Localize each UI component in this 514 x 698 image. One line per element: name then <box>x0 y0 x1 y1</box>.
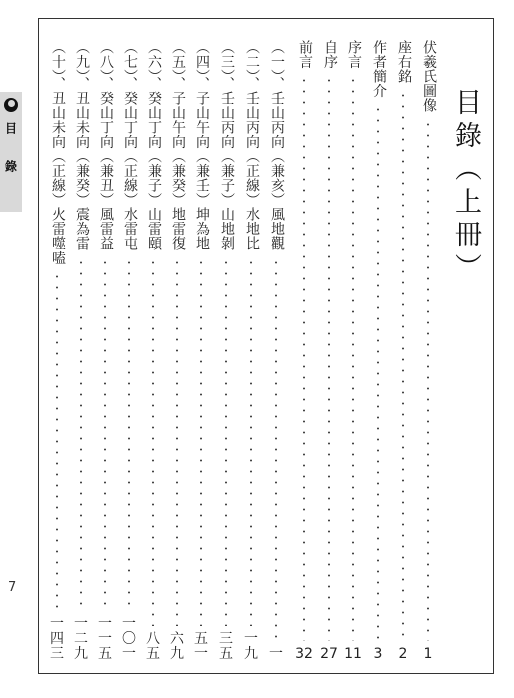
toc-entry-label: （七）、癸山丁向（正線）水雷屯 <box>122 40 138 251</box>
side-tab-label: 目錄 <box>3 122 18 198</box>
dot-leader <box>402 90 404 641</box>
toc-entry-page: 1 <box>423 646 433 662</box>
toc-entry[interactable] <box>293 40 315 662</box>
toc-entry[interactable] <box>367 40 389 662</box>
toc-entry-label: 伏羲氏圖像 <box>421 40 437 113</box>
dot-leader <box>225 257 227 626</box>
toc-entry-page: 三五 <box>219 631 233 662</box>
toc-entry[interactable] <box>240 40 262 662</box>
toc-entry-label: （八）、癸山丁向（兼丑）風雷益 <box>98 40 114 251</box>
toc-entry-page: 一一五 <box>98 616 112 662</box>
toc-entry[interactable] <box>342 40 364 662</box>
toc-entry[interactable] <box>190 40 212 662</box>
toc-entry-page: 一二九 <box>74 616 88 662</box>
toc-entry[interactable] <box>265 40 287 662</box>
dot-leader <box>80 257 82 611</box>
toc-entry-label: （三）、壬山丙向（兼子）山地剝 <box>219 40 235 251</box>
dot-leader <box>377 104 379 641</box>
dot-leader <box>352 75 354 641</box>
toc-entry-page: 2 <box>398 646 408 662</box>
section-mark-icon <box>4 98 18 112</box>
toc-entry[interactable] <box>215 40 237 662</box>
toc-entry-page: 3 <box>373 646 383 662</box>
toc-entry[interactable] <box>70 40 92 662</box>
toc-entry-page: 32 <box>295 646 313 662</box>
toc-entry-label: 前言 <box>297 40 313 69</box>
toc-entry-page: 一四三 <box>50 616 64 662</box>
toc-entry-page: 11 <box>344 646 362 662</box>
toc-entry-label: 座右銘 <box>396 40 412 84</box>
dot-leader <box>328 75 330 641</box>
toc-entry-page: 一〇一 <box>122 616 136 662</box>
toc-entry-page: 六九 <box>170 631 184 662</box>
toc-entry[interactable] <box>142 40 164 662</box>
dot-leader <box>152 257 154 626</box>
toc-entry-page: 八五 <box>146 631 160 662</box>
toc-entry[interactable] <box>417 40 439 662</box>
toc-entry-label: （十）、丑山未向（正線）火雷噬嗑 <box>50 40 66 265</box>
toc-entry-label: （四）、子山午向（兼壬）坤為地 <box>194 40 210 251</box>
page-title: 目錄（上冊） <box>450 88 481 286</box>
toc-entry-label: （一）、壬山丙向（兼亥）風地觀 <box>269 40 285 251</box>
toc-entry-label: 作者簡介 <box>371 40 387 98</box>
toc-entry-label: （六）、癸山丁向（兼子）山雷頤 <box>146 40 162 251</box>
toc-entry[interactable] <box>392 40 414 662</box>
toc-entry[interactable] <box>118 40 140 662</box>
dot-leader <box>176 257 178 626</box>
dot-leader <box>275 257 277 641</box>
dot-leader <box>303 75 305 641</box>
dot-leader <box>56 271 58 611</box>
dot-leader <box>250 257 252 626</box>
toc-entry-page: 一九 <box>244 631 258 662</box>
dot-leader <box>128 257 130 611</box>
toc-entry-page: 一 <box>269 646 283 662</box>
toc-entry-page: 五一 <box>194 631 208 662</box>
toc-entry[interactable] <box>46 40 68 662</box>
toc-entry-label: （五）、子山午向（兼癸）地雷復 <box>170 40 186 251</box>
dot-leader <box>200 257 202 626</box>
toc-entry-page: 27 <box>320 646 338 662</box>
toc-entry[interactable] <box>94 40 116 662</box>
side-tab[interactable] <box>0 92 22 212</box>
toc-entry[interactable] <box>318 40 340 662</box>
toc-entry-label: （九）、丑山未向（兼癸）震為雷 <box>74 40 90 251</box>
toc-entry-label: 序言 <box>346 40 362 69</box>
toc-entry[interactable] <box>166 40 188 662</box>
dot-leader <box>104 257 106 611</box>
toc-entry-label: 自序 <box>322 40 338 69</box>
page-number: 7 <box>8 580 17 595</box>
toc-entry-label: （二）、壬山丙向（正線）水地比 <box>244 40 260 251</box>
dot-leader <box>427 119 429 641</box>
